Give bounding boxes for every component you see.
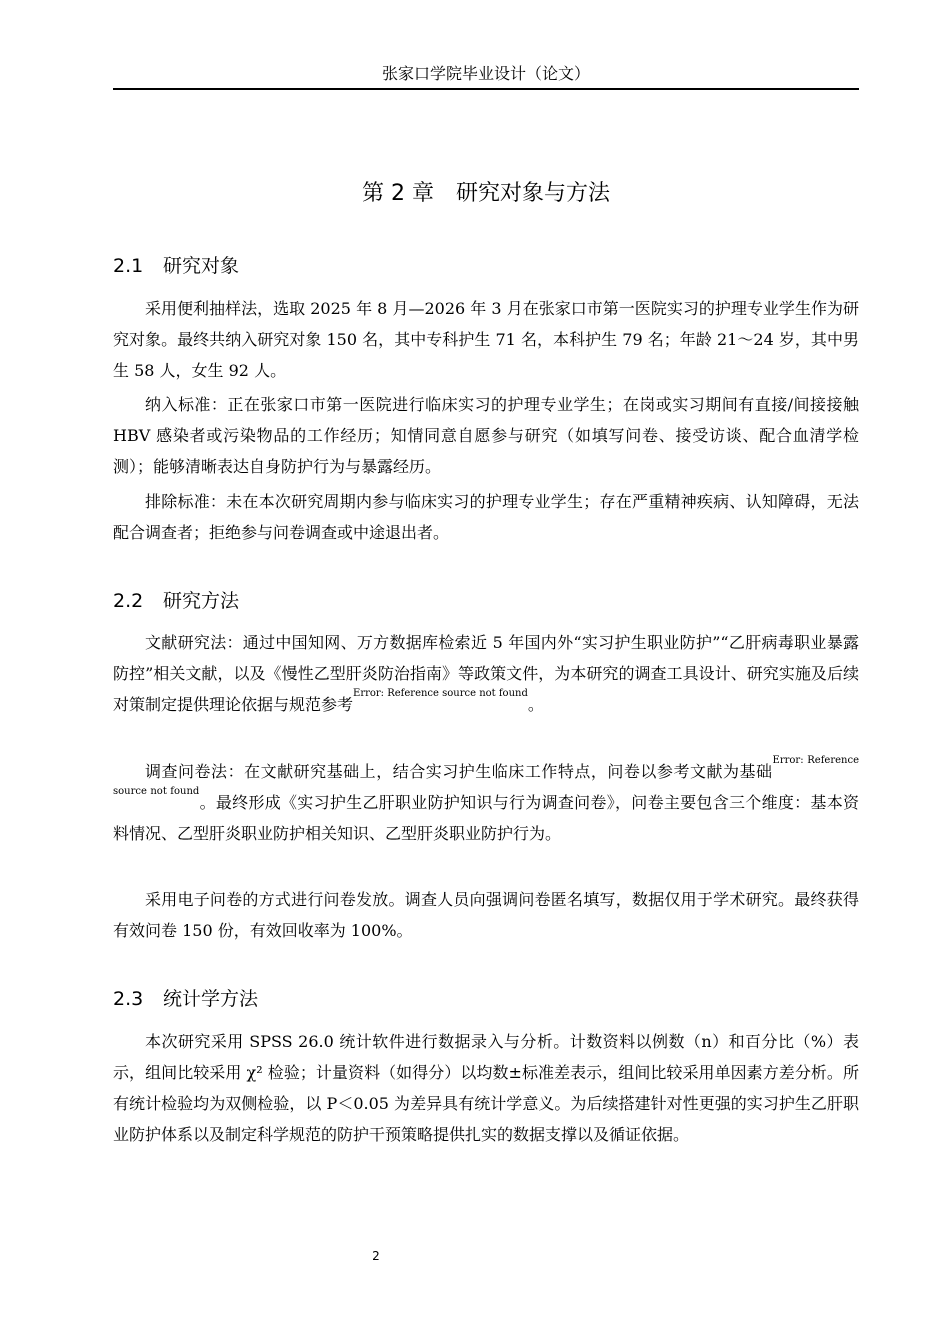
section-heading-2-2 [113,587,239,615]
page-number: 2 [372,1249,380,1263]
paragraph: 纳入标准：正在张家口市第一医院进行临床实习的护理专业学生；在岗或实习期间有直接/间接接触 HBV 感染者或污染物品的工作经历；知情同意自愿参与研究（如填写问卷、接受访谈、配合血清学检测）；能够清晰表达自身防护行为与暴露经历。 [113,395,859,476]
paragraph [113,627,859,720]
citation-error: Error: Reference source not found [113,755,859,797]
section-number: 2.1 [113,255,144,277]
header-rule [113,88,859,90]
section-heading-2-1 [113,252,239,280]
paragraph: 采用电子问卷的方式进行问卷发放。调查人员向强调问卷匿名填写，数据仅用于学术研究。最终获得有效问卷 150 份，有效回收率为 100%。 [113,890,859,940]
page-header: 张家口学院毕业设计（论文） [381,64,590,83]
chapter-title: 第 2 章 研究对象与方法 [362,181,610,206]
paragraph: 本次研究采用 SPSS 26.0 统计软件进行数据录入与分析。计数资料以例数（n）和百分比（%）表示，组间比较采用 χ² 检验；计量资料（如得分）以均数±标准差表示，组间比较采用单因素方差分析。所有统计检验均为双侧检验，以 P＜0.05 为差异具有统计学意义。为后续搭建针对性更强的实习护生乙肝职业防护体系以及制定科学规范的防护干预策略提供扎实的数据支撑以及循证依据。 [113,1032,859,1144]
paragraph-text: 调查问卷法：在文献研究基础上，结合实习护生临床工作特点，问卷以参考文献为基础 [145,762,773,781]
section-heading-2-3 [113,985,258,1013]
section-number: 2.2 [113,590,144,612]
section-title: 研究对象 [163,255,240,277]
paragraph-tail: 。最终形成《实习护生乙肝职业防护知识与行为调查问卷》，问卷主要包含三个维度：基本资料情况、乙型肝炎职业防护相关知识、乙型肝炎职业防护行为。 [113,793,859,843]
citation-error: Error: Reference source not found [353,688,528,699]
section-title: 统计学方法 [163,988,259,1010]
section-title: 研究方法 [163,590,240,612]
paragraph: 排除标准：未在本次研究周期内参与临床实习的护理专业学生；存在严重精神疾病、认知障碍，无法配合调查者；拒绝参与问卷调查或中途退出者。 [113,492,859,542]
paragraph: 采用便利抽样法，选取 2025 年 8 月—2026 年 3 月在张家口市第一医院实习的护理专业学生作为研究对象。最终共纳入研究对象 150 名，其中专科护生 71 名，本科护生 79 名；年龄 21～24 岁，其中男生 58 人，女生 92 人。 [113,299,859,380]
paragraph-text: 文献研究法：通过中国知网、万方数据库检索近 5 年国内外“实习护生职业防护”“乙肝病毒职业暴露防控”相关文献，以及《慢性乙型肝炎防治指南》等政策文件，为本研究的调查工具设计、研究实施及后续对策制定提供理论依据与规范参考 [113,633,859,714]
paragraph-tail: 。 [527,695,544,714]
section-number: 2.3 [113,988,144,1010]
paragraph [113,756,859,849]
